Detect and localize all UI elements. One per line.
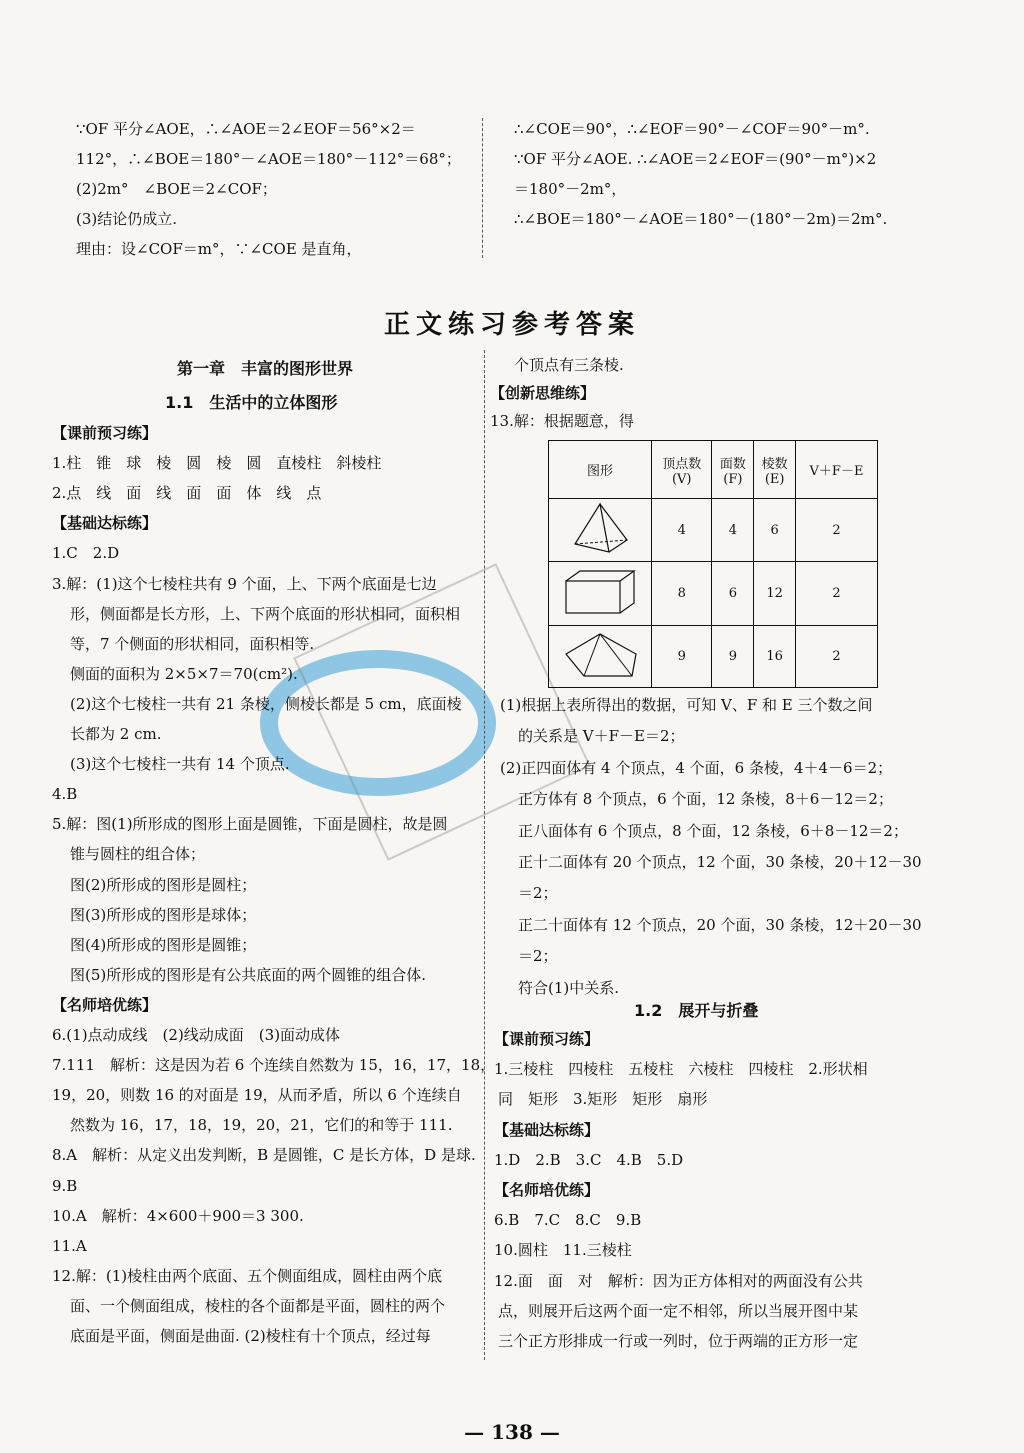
text-line: 正二十面体有 12 个顶点，20 个面，30 条棱，12＋20－30 bbox=[518, 915, 922, 934]
text-line: (2)2m° ∠BOE＝2∠COF； bbox=[76, 180, 277, 198]
text-line: 等，7 个侧面的形状相同，面积相等. bbox=[70, 634, 315, 653]
text-line: 3.解：(1)这个七棱柱共有 9 个面，上、下两个底面是七边 bbox=[52, 574, 437, 593]
header-sub: (F) bbox=[723, 471, 743, 487]
table-cell: 4 bbox=[712, 499, 754, 562]
section-label: 【名师培优练】 bbox=[494, 1181, 600, 1199]
text-line: ＝2； bbox=[518, 947, 558, 966]
text-line: 面、一个侧面组成，棱柱的各个面都是平面，圆柱的两个 bbox=[70, 1296, 446, 1315]
text-line: 理由：设∠COF＝m°，∵∠COE 是直角， bbox=[76, 240, 362, 258]
table-header: 图形 bbox=[549, 441, 652, 499]
text-line: 侧面的面积为 2×5×7＝70(cm²). bbox=[70, 664, 298, 683]
text-line: 图(4)所形成的图形是圆锥； bbox=[70, 935, 257, 954]
text-line: 图(2)所形成的图形是圆柱； bbox=[70, 875, 257, 894]
table-cell: 2 bbox=[796, 499, 878, 562]
text-line: ∴∠COE＝90°，∴∠EOF＝90°－∠COF＝90°－m°. bbox=[514, 120, 870, 138]
text-line: 正八面体有 6 个顶点，8 个面，12 条棱，6＋8－12＝2； bbox=[518, 821, 908, 840]
text-line: 6.(1)点动成线 (2)线动成面 (3)面动成体 bbox=[52, 1026, 341, 1044]
text-line: (3)结论仍成立. bbox=[76, 210, 178, 228]
table-cell: 6 bbox=[754, 499, 796, 562]
roof-prism-icon bbox=[560, 630, 640, 680]
text-line: 5.解：图(1)所形成的图形上面是圆锥，下面是圆柱，故是圆 bbox=[52, 815, 448, 834]
text-line: 形，侧面都是长方形，上、下两个底面的形状相同，面积相 bbox=[70, 604, 461, 623]
text-line: (3)这个七棱柱一共有 14 个顶点. bbox=[70, 755, 290, 774]
text-line: 同 矩形 3.矩形 矩形 扇形 bbox=[498, 1090, 708, 1109]
text-line: ＝2； bbox=[518, 884, 558, 903]
text-line: 2.点 线 面 线 面 面 体 线 点 bbox=[52, 484, 322, 503]
text-line: 点，则展开后这两个面一定不相邻，所以当展开图中某 bbox=[498, 1301, 859, 1320]
header-sub: (E) bbox=[764, 471, 785, 487]
pyramid-icon bbox=[565, 500, 635, 556]
header-label: 棱数 bbox=[761, 456, 788, 472]
table-header: V＋F－E bbox=[796, 441, 878, 499]
section-label: 【创新思维练】 bbox=[490, 384, 596, 402]
text-line: 12.面 面 对 解析：因为正方体相对的两面没有公共 bbox=[494, 1271, 863, 1290]
text-line: 正十二面体有 20 个顶点，12 个面，30 条棱，20＋12－30 bbox=[518, 853, 922, 871]
pyramid-figure bbox=[549, 499, 652, 562]
text-line: 长都为 2 cm. bbox=[70, 725, 162, 743]
text-line: 19，20，则数 16 的对面是 19，从而矛盾，所以 6 个连续自 bbox=[52, 1086, 462, 1105]
section-label: 【基础达标练】 bbox=[494, 1120, 600, 1139]
table-row bbox=[549, 626, 878, 688]
text-line: ＝180°－2m°， bbox=[514, 180, 627, 198]
text-line: 10.A 解析：4×600＋900＝3 300. bbox=[52, 1206, 304, 1225]
section-label: 【课前预习练】 bbox=[494, 1030, 600, 1048]
text-line: 1.C 2.D bbox=[52, 544, 120, 563]
header-label: 面数 bbox=[719, 456, 746, 472]
polyhedron-table bbox=[548, 440, 878, 688]
text-line: 4.B bbox=[52, 785, 78, 804]
main-title: 正文练习参考答案 bbox=[383, 310, 640, 340]
text-line: 12.解：(1)棱柱由两个底面、五个侧面组成，圆柱由两个底 bbox=[52, 1266, 443, 1285]
text-line: 符合(1)中关系. bbox=[518, 978, 620, 997]
text-line: 11.A bbox=[52, 1236, 87, 1255]
text-line: 10.圆柱 11.三棱柱 bbox=[494, 1241, 632, 1260]
page-number: — 138 — bbox=[464, 1420, 560, 1444]
column-divider bbox=[484, 350, 485, 1360]
table-row bbox=[549, 562, 878, 626]
table-header bbox=[652, 441, 712, 499]
text-line: 底面是平面，侧面是曲面. (2)棱柱有十个顶点，经过每 bbox=[70, 1327, 431, 1345]
table-cell: 12 bbox=[754, 562, 796, 626]
table-header bbox=[754, 441, 796, 499]
table-cell: 4 bbox=[652, 499, 712, 562]
text-line: 的关系是 V＋F－E＝2； bbox=[518, 727, 685, 746]
table-cell: 6 bbox=[712, 562, 754, 626]
text-line: ∵OF 平分∠AOE，∴∠AOE＝2∠EOF＝56°×2＝ bbox=[76, 120, 416, 138]
section-label: 【课前预习练】 bbox=[52, 424, 158, 442]
text-line: 三个正方形排成一行或一列时，位于两端的正方形一定 bbox=[498, 1332, 859, 1350]
text-line: 1.柱 锥 球 棱 圆 棱 圆 直棱柱 斜棱柱 bbox=[52, 454, 382, 473]
text-line: 个顶点有三条棱. bbox=[514, 356, 624, 374]
text-line: 然数为 16，17，18，19，20，21，它们的和等于 111. bbox=[70, 1116, 453, 1135]
cuboid-icon bbox=[562, 567, 638, 617]
text-line: 图(3)所形成的图形是球体； bbox=[70, 905, 257, 924]
section-title-1-1: 1.1 生活中的立体图形 bbox=[165, 393, 338, 412]
text-line: 9.B bbox=[52, 1176, 78, 1195]
text-line: 图(5)所形成的图形是有公共底面的两个圆锥的组合体. bbox=[70, 965, 427, 984]
table-cell: 8 bbox=[652, 562, 712, 626]
table-row bbox=[549, 499, 878, 562]
text-line: ∴∠BOE＝180°－∠AOE＝180°－(180°－2m)＝2m°. bbox=[514, 210, 888, 228]
column-divider bbox=[482, 118, 483, 258]
text-line: 1.三棱柱 四棱柱 五棱柱 六棱柱 四棱柱 2.形状相 bbox=[494, 1060, 868, 1079]
text-line: ∵OF 平分∠AOE. ∴∠AOE＝2∠EOF＝(90°－m°)×2 bbox=[514, 150, 877, 168]
table-cell: 2 bbox=[796, 562, 878, 626]
header-sub: (V) bbox=[671, 471, 692, 487]
text-line: 8.A 解析：从定义出发判断，B 是圆锥，C 是长方体，D 是球. bbox=[52, 1146, 476, 1165]
table-header-row bbox=[549, 441, 878, 499]
text-line: 锥与圆柱的组合体； bbox=[70, 845, 206, 864]
text-line: 112°，∴∠BOE＝180°－∠AOE＝180°－112°＝68°； bbox=[76, 150, 461, 168]
table-header bbox=[712, 441, 754, 499]
octagonal-figure bbox=[549, 626, 652, 688]
chapter-title: 第一章 丰富的图形世界 bbox=[176, 359, 353, 378]
section-title-1-2: 1.2 展开与折叠 bbox=[634, 1001, 759, 1020]
table-cell: 2 bbox=[796, 626, 878, 688]
text-line: 13.解：根据题意，得 bbox=[490, 412, 634, 430]
text-line: (2)这个七棱柱一共有 21 条棱，侧棱长都是 5 cm，底面棱 bbox=[70, 694, 462, 713]
text-line: 1.D 2.B 3.C 4.B 5.D bbox=[494, 1150, 684, 1169]
section-label: 【名师培优练】 bbox=[52, 995, 158, 1014]
text-line: 正方体有 8 个顶点，6 个面，12 条棱，8＋6－12＝2； bbox=[518, 790, 893, 809]
cuboid-figure bbox=[549, 562, 652, 626]
text-line: (1)根据上表所得出的数据，可知 V、F 和 E 三个数之间 bbox=[500, 696, 873, 714]
table-cell: 9 bbox=[652, 626, 712, 688]
header-label: 顶点数 bbox=[662, 456, 702, 472]
text-line: 7.111 解析：这是因为若 6 个连续自然数为 15，16，17，18， bbox=[52, 1056, 496, 1075]
text-line: 6.B 7.C 8.C 9.B bbox=[494, 1211, 642, 1230]
section-label: 【基础达标练】 bbox=[52, 514, 158, 533]
table-cell: 16 bbox=[754, 626, 796, 688]
text-line: (2)正四面体有 4 个顶点，4 个面，6 条棱，4＋4－6＝2； bbox=[500, 758, 893, 777]
table-cell: 9 bbox=[712, 626, 754, 688]
